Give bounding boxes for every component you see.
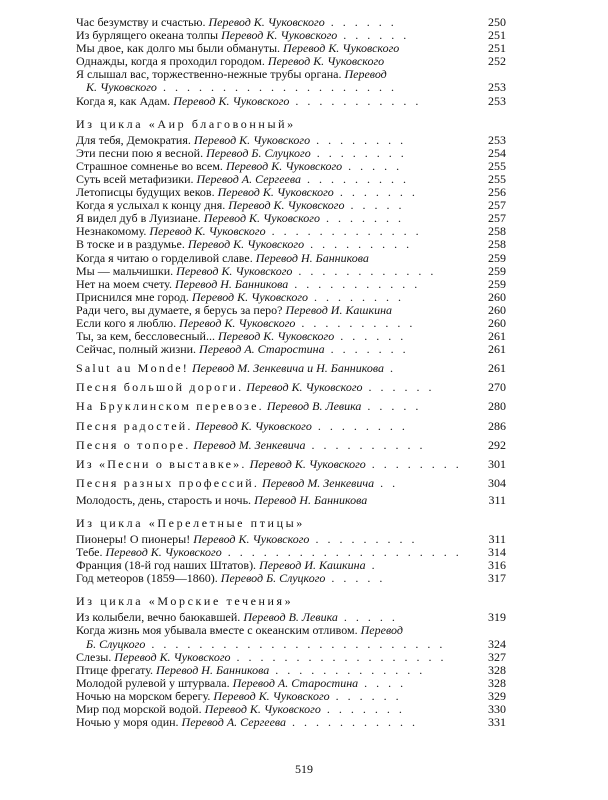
page-ref: 260 bbox=[488, 303, 506, 317]
entry-title: В тоске и в раздумье. bbox=[76, 238, 185, 252]
toc-entry bbox=[76, 173, 506, 186]
entry-title: Летописцы будущих веков. bbox=[76, 186, 215, 200]
entry-title: Песня большой дороги. bbox=[76, 381, 244, 395]
entry-translator: Б. Слуцкого bbox=[86, 636, 146, 651]
page-ref: 260 bbox=[488, 316, 506, 330]
entry-translator: Перевод Б. Слуцкого bbox=[206, 146, 311, 160]
toc-entry bbox=[76, 546, 506, 559]
entry-translator: Перевод К. Чуковского bbox=[187, 238, 305, 252]
toc-entry bbox=[76, 134, 506, 147]
leader-dots: . . . . . . . . . . . bbox=[289, 94, 422, 108]
section-heading: Из цикла «Аир благовонный» bbox=[76, 116, 296, 131]
entry-title: Мы — мальчишки. bbox=[76, 264, 174, 278]
entry-title: Нет на моем счету. bbox=[76, 277, 172, 291]
page-ref: 280 bbox=[488, 400, 506, 414]
entry-translator: Перевод К. Чуковского bbox=[114, 650, 231, 664]
entry-translator: К. Чуковского bbox=[86, 80, 157, 95]
page-ref: 311 bbox=[488, 533, 506, 546]
entry-translator: Перевод К. Чуковского bbox=[105, 546, 222, 560]
entry-title: Птице фрегату. bbox=[76, 663, 154, 677]
toc-entry bbox=[76, 291, 506, 304]
section-heading: Из цикла «Морские течения» bbox=[76, 594, 294, 609]
page-ref: 314 bbox=[488, 546, 506, 560]
entry-translator: Перевод В. Левика bbox=[266, 400, 362, 414]
entry-translator: Перевод А. Сергеева bbox=[196, 172, 301, 186]
entry-translator: Перевод М. Зенкевича bbox=[193, 438, 306, 452]
leader-dots: . . bbox=[374, 476, 399, 490]
page-ref: 270 bbox=[488, 381, 506, 395]
toc-entry bbox=[76, 317, 506, 330]
entry-translator: Перевод Н. Банникова bbox=[254, 493, 368, 507]
leader-dots: . . . . . . . . bbox=[308, 290, 405, 304]
leader-dots: . . . . . . . . . . . . bbox=[292, 264, 437, 278]
page-ref: 257 bbox=[488, 199, 506, 213]
toc-entry bbox=[76, 278, 506, 291]
toc-entry bbox=[76, 330, 506, 343]
entry-translator: Перевод К. Чуковского bbox=[221, 29, 338, 43]
entry-title: Я слышал вас, торжественно-нежные трубы органа. bbox=[76, 68, 342, 82]
toc-entry bbox=[76, 690, 506, 703]
page-ref: 258 bbox=[488, 225, 506, 239]
entry-translator: Перевод Н. Банникова bbox=[156, 663, 270, 677]
leader-dots: . . . . . . . . bbox=[365, 457, 462, 471]
entry-translator: Перевод К. Чуковского bbox=[249, 457, 366, 471]
toc-entry bbox=[76, 381, 506, 394]
page-ref: 255 bbox=[488, 159, 506, 173]
entry-title: Когда я услыхал к концу дня. bbox=[76, 199, 226, 213]
toc-entry bbox=[76, 611, 506, 624]
toc-entry bbox=[76, 458, 506, 471]
entry-title: Когда жизнь моя убывала вместе с океанским отливом. bbox=[76, 624, 358, 638]
page-ref: 328 bbox=[488, 663, 506, 677]
entry-translator: Перевод К. Чуковского bbox=[217, 330, 335, 344]
entry-title: Молодой рулевой у штурвала. bbox=[76, 676, 230, 690]
entry-translator: Перевод К. Чуковского bbox=[203, 212, 320, 226]
entry-title: Однажды, когда я проходил городом. bbox=[76, 55, 265, 69]
page-ref: 330 bbox=[488, 703, 506, 717]
entry-title: Год метеоров (1859—1860). bbox=[76, 572, 218, 586]
toc-entry bbox=[76, 572, 506, 585]
leader-dots: . . . . bbox=[358, 676, 407, 690]
entry-translator: Перевод А. Старостина bbox=[232, 676, 359, 690]
toc-entry bbox=[76, 29, 506, 42]
page-ref: 311 bbox=[488, 493, 506, 507]
entry-title: Пионеры! О пионеры! bbox=[76, 533, 191, 546]
entry-translator: Перевод К. Чуковского bbox=[149, 225, 266, 239]
toc-entry bbox=[76, 703, 506, 716]
leader-dots: . . . . . . . . . . . bbox=[286, 716, 419, 730]
page-ref: 328 bbox=[488, 676, 506, 690]
entry-translator: Перевод К. Чуковского bbox=[267, 55, 385, 69]
entry-translator: Перевод В. Левика bbox=[243, 611, 338, 625]
leader-dots: . . . . . . . . . . . . . bbox=[265, 225, 422, 239]
entry-line-2 bbox=[76, 638, 470, 651]
toc-entry bbox=[76, 494, 506, 507]
leader-dots: . . . . . . . . . . . . . . . . . . . . . . . . . bbox=[145, 636, 446, 651]
toc-entry bbox=[76, 624, 506, 650]
leader-dots: . . . . . . . . . . bbox=[305, 438, 426, 452]
entry-title: Ради чего, вы думаете, я берусь за перо? bbox=[76, 303, 283, 317]
entry-translator: Перевод К. Чуковского bbox=[246, 381, 363, 395]
page-ref: 251 bbox=[488, 42, 506, 56]
page-ref: 259 bbox=[488, 277, 506, 291]
toc-entry bbox=[76, 186, 506, 199]
entry-translator: Перевод bbox=[360, 624, 403, 638]
toc-entry bbox=[76, 304, 506, 317]
entry-title: Приснился мне город. bbox=[76, 290, 189, 304]
page-ref: 253 bbox=[488, 94, 506, 108]
entry-translator: Перевод М. Зенкевича bbox=[262, 476, 375, 490]
leader-dots: . . . . . . . . . bbox=[300, 172, 409, 186]
leader-dots: . . . . . . . bbox=[319, 212, 404, 226]
page-ref: 258 bbox=[488, 238, 506, 252]
entry-title: Незнакомому. bbox=[76, 225, 147, 239]
entry-title: Эти песни пою я весной. bbox=[76, 146, 204, 160]
entry-title: Salut au Monde! bbox=[76, 362, 189, 376]
leader-dots: . . . . . bbox=[342, 159, 403, 173]
page-ref: 324 bbox=[488, 636, 506, 651]
leader-dots: . . . . . . . bbox=[324, 343, 409, 357]
entry-title: Песня радостей. bbox=[76, 419, 193, 433]
page-ref: 260 bbox=[488, 290, 506, 304]
entry-translator: Перевод К. Чуковского bbox=[193, 133, 311, 147]
leader-dots: . . . . . bbox=[344, 199, 405, 213]
toc-entry bbox=[76, 677, 506, 690]
leader-dots: . . . . . bbox=[361, 400, 422, 414]
toc-entry bbox=[76, 225, 506, 238]
leader-dots: . bbox=[365, 559, 378, 573]
leader-dots: . . . . . . . . . bbox=[309, 533, 418, 546]
entry-translator: Перевод Н. Банникова bbox=[174, 277, 289, 291]
entry-translator: Перевод К. Чуковского bbox=[193, 533, 310, 546]
entry-title: Франция (18-й год наших Штатов). bbox=[76, 559, 257, 573]
entry-translator: Перевод К. Чуковского bbox=[179, 316, 296, 330]
page-ref: 251 bbox=[488, 29, 506, 43]
page-ref: 253 bbox=[488, 80, 506, 95]
entry-translator: Перевод А. Старостина bbox=[199, 343, 325, 357]
page-ref: 292 bbox=[488, 438, 506, 452]
toc-entry bbox=[76, 42, 506, 55]
entry-title: Я видел дуб в Луизиане. bbox=[76, 212, 201, 226]
page-ref: 261 bbox=[488, 362, 506, 376]
entry-translator: Перевод К. Чуковского bbox=[228, 199, 345, 213]
leader-dots: . . . . . . bbox=[362, 381, 435, 395]
page-ref: 327 bbox=[488, 650, 506, 664]
entry-translator: Перевод И. Кашкина bbox=[259, 559, 366, 573]
entry-title: Ночью у моря один. bbox=[76, 716, 179, 730]
toc-entry bbox=[76, 55, 506, 68]
toc-entry bbox=[76, 265, 506, 278]
table-of-contents bbox=[76, 16, 506, 729]
entry-title: Молодость, день, старость и ночь. bbox=[76, 493, 252, 507]
page-ref: 316 bbox=[488, 559, 506, 573]
entry-title: Сейчас, полный жизни. bbox=[76, 343, 197, 357]
entry-title: Песня о топоре. bbox=[76, 438, 191, 452]
leader-dots: . . . . . . . . bbox=[311, 419, 408, 433]
leader-dots: . . . . . . . . . . . . . . . . . . . . bbox=[156, 80, 397, 95]
entry-translator: Перевод К. Чуковского bbox=[204, 703, 321, 717]
toc-entry bbox=[76, 238, 506, 251]
entry-translator: Перевод Б. Слуцкого bbox=[220, 572, 326, 586]
page-ref: 286 bbox=[488, 419, 506, 433]
toc-entry bbox=[76, 533, 506, 546]
entry-title: Слезы. bbox=[76, 650, 112, 664]
leader-dots: . . . . . . . . bbox=[310, 133, 407, 147]
entry-translator: Перевод М. Зенкевича и Н. Банникова bbox=[192, 362, 385, 376]
page-number: 519 bbox=[295, 762, 313, 776]
leader-dots: . . . . . . . . . . . . . bbox=[269, 663, 426, 677]
leader-dots: . bbox=[384, 362, 397, 376]
leader-dots: . . . . . bbox=[325, 572, 386, 586]
page-ref: 317 bbox=[488, 572, 506, 586]
leader-dots: . . . . . . . . bbox=[310, 146, 407, 160]
toc-entry bbox=[76, 212, 506, 225]
leader-dots: . . . . . . bbox=[334, 330, 407, 344]
entry-title: Тебе. bbox=[76, 546, 103, 560]
page-ref: 257 bbox=[488, 212, 506, 226]
page-ref: 252 bbox=[488, 55, 506, 69]
entry-translator: Перевод И. Кашкина bbox=[285, 303, 393, 317]
page-ref: 259 bbox=[488, 264, 506, 278]
section-heading: Из цикла «Перелетные птицы» bbox=[76, 516, 305, 530]
entry-translator: Перевод К. Чуковского bbox=[176, 264, 293, 278]
page-ref: 301 bbox=[488, 457, 506, 471]
entry-translator: Перевод К. Чуковского bbox=[208, 16, 325, 29]
leader-dots: . . . . . . . . . . . bbox=[288, 277, 421, 291]
entry-title: Если кого я люблю. bbox=[76, 316, 177, 330]
entry-title: Из «Песни о выставке». bbox=[76, 457, 247, 471]
leader-dots: . . . . . . . . . . . . . . . . . . bbox=[230, 650, 447, 664]
entry-translator: Перевод К. Чуковского bbox=[283, 42, 400, 56]
toc-entry bbox=[76, 716, 506, 729]
entry-translator: Перевод К. Чуковского bbox=[217, 186, 334, 200]
entry-translator: Перевод К. Чуковского bbox=[173, 94, 290, 108]
page-ref: 256 bbox=[488, 186, 506, 200]
page-ref: 253 bbox=[488, 133, 506, 147]
entry-title: Страшное сомненье во всем. bbox=[76, 159, 223, 173]
entry-translator: Перевод bbox=[344, 68, 387, 82]
toc-entry bbox=[76, 343, 506, 356]
leader-dots: . . . . . . bbox=[337, 29, 410, 43]
toc-entry bbox=[76, 400, 506, 413]
toc-entry bbox=[76, 147, 506, 160]
page-ref: 261 bbox=[488, 330, 506, 344]
toc-entry bbox=[76, 420, 506, 433]
entry-title: Из бурлящего океана толпы bbox=[76, 29, 219, 43]
leader-dots: . . . . . . . . . . bbox=[295, 316, 416, 330]
entry-translator: Перевод Н. Банникова bbox=[255, 251, 369, 265]
toc-entry bbox=[76, 16, 506, 29]
page-ref: 304 bbox=[488, 476, 506, 490]
leader-dots: . . . . . . . bbox=[320, 703, 405, 717]
entry-title: Когда я, как Адам. bbox=[76, 94, 171, 108]
page-ref: 259 bbox=[488, 251, 506, 265]
page-ref: 254 bbox=[488, 146, 506, 160]
page-ref: 261 bbox=[488, 343, 506, 357]
entry-title: Мы двое, как долго мы были обмануты. bbox=[76, 42, 281, 56]
toc-entry bbox=[76, 664, 506, 677]
toc-entry bbox=[76, 651, 506, 664]
entry-title: Мир под морской водой. bbox=[76, 703, 202, 717]
entry-translator: Перевод К. Чуковского bbox=[195, 419, 312, 433]
toc-entry bbox=[76, 439, 506, 452]
leader-dots: . . . . . . . bbox=[333, 186, 418, 200]
page-ref: 329 bbox=[488, 689, 506, 703]
toc-entry bbox=[76, 199, 506, 212]
toc-entry bbox=[76, 559, 506, 572]
leader-dots: . . . . . . . . . bbox=[304, 238, 413, 252]
toc-entry bbox=[76, 160, 506, 173]
toc-entry bbox=[76, 95, 506, 108]
entry-title: Час безумству и счастью. bbox=[76, 16, 206, 29]
page-ref: 250 bbox=[488, 16, 506, 29]
leader-dots: . . . . . . . . . . . . . . . . . . . . bbox=[221, 546, 462, 560]
entry-translator: Перевод К. Чуковского bbox=[225, 159, 343, 173]
entry-title: Из колыбели, вечно баюкавшей. bbox=[76, 611, 241, 625]
entry-line-2 bbox=[76, 81, 470, 94]
leader-dots: . . . . . . bbox=[324, 16, 397, 29]
toc-entry bbox=[76, 252, 506, 265]
entry-title: Когда я читаю о горделивой славе. bbox=[76, 251, 253, 265]
entry-translator: Перевод К. Чуковского bbox=[191, 290, 309, 304]
page-ref: 319 bbox=[488, 611, 506, 625]
page-ref: 331 bbox=[488, 716, 506, 730]
leader-dots: . . . . . bbox=[337, 611, 398, 625]
entry-title: Ночью на морском берегу. bbox=[76, 689, 211, 703]
entry-title: Для тебя, Демократия. bbox=[76, 133, 191, 147]
entry-translator: Перевод А. Сергеева bbox=[181, 716, 287, 730]
toc-entry bbox=[76, 477, 506, 490]
leader-dots: . . . . . . bbox=[329, 689, 402, 703]
toc-entry bbox=[76, 362, 506, 375]
toc-entry bbox=[76, 68, 506, 94]
entry-title: Песня разных профессий. bbox=[76, 476, 260, 490]
entry-title: Суть всей метафизики. bbox=[76, 172, 194, 186]
page-ref: 255 bbox=[488, 172, 506, 186]
entry-translator: Перевод К. Чуковского bbox=[213, 689, 330, 703]
entry-title: На Бруклинском перевозе. bbox=[76, 400, 264, 414]
entry-title: Ты, за кем, бессловесный... bbox=[76, 330, 215, 344]
